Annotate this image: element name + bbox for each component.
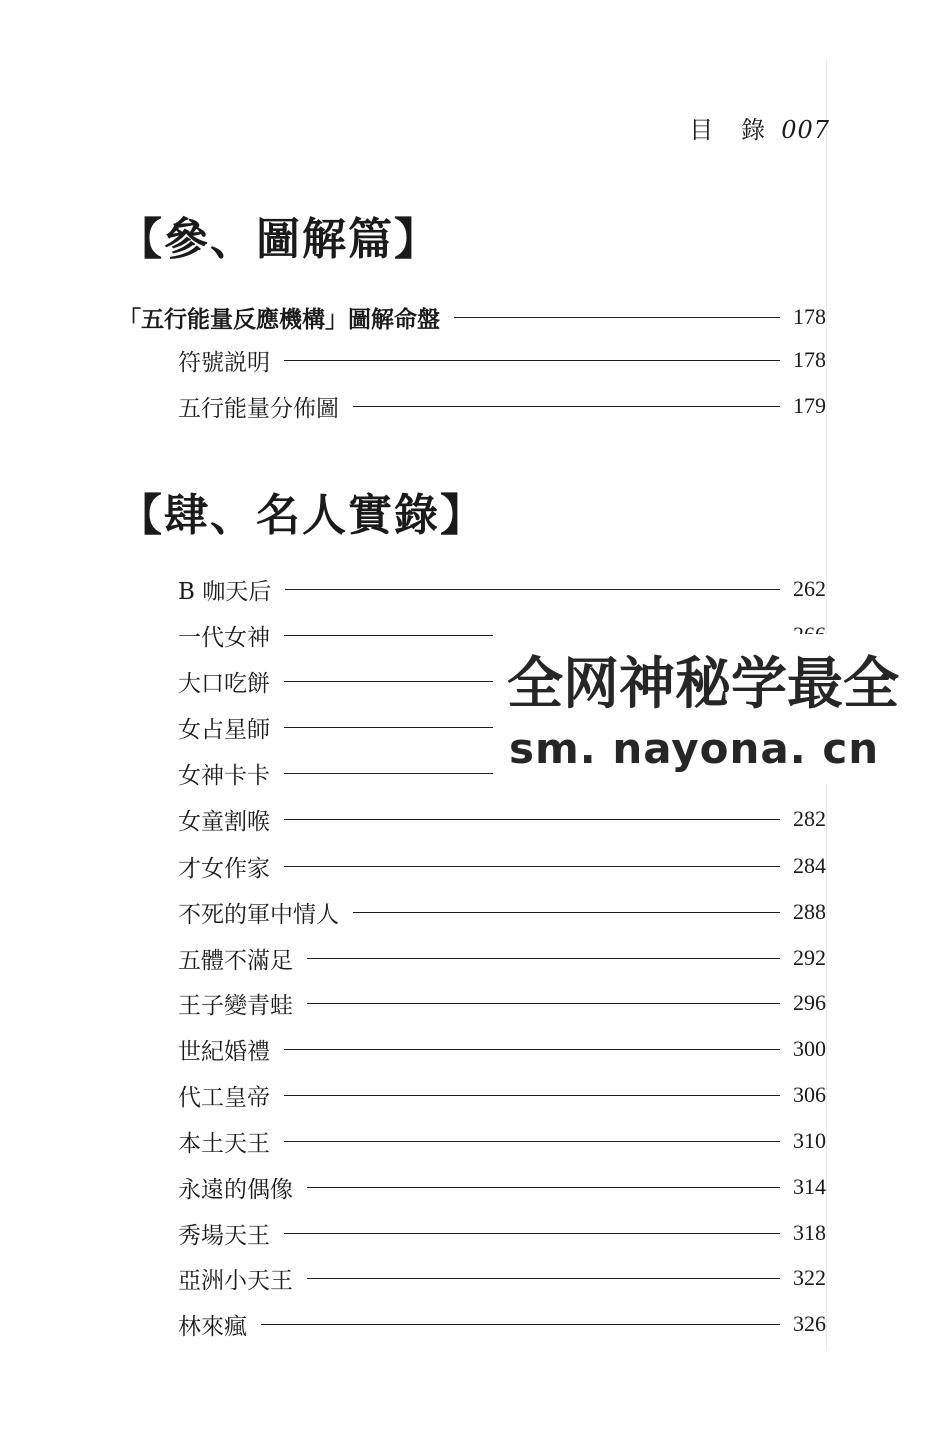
toc-entry-title: 亞洲小天王	[178, 1267, 293, 1294]
toc-entry-page: 318	[793, 1220, 826, 1245]
toc-entry-page: 310	[793, 1128, 826, 1153]
toc-entry-title: 代工皇帝	[178, 1084, 270, 1111]
dot-leader	[284, 1049, 780, 1050]
toc-entry-title: 不死的軍中情人	[178, 901, 339, 928]
dot-leader	[307, 1187, 780, 1188]
dot-leader	[284, 819, 780, 820]
toc-entry-title: 秀場天王	[178, 1222, 270, 1249]
dot-leader	[307, 1003, 780, 1004]
dot-leader	[353, 406, 780, 407]
toc-entry[interactable]	[178, 1307, 826, 1341]
dot-leader	[454, 317, 780, 318]
toc-entry-page: 178	[793, 347, 826, 372]
section-heading-celebrity-cases: 【肆、名人實錄】	[118, 490, 486, 541]
toc-entry-page: 262	[793, 576, 826, 601]
toc-entry-title: 本土天王	[178, 1130, 270, 1157]
toc-entry[interactable]	[178, 895, 826, 929]
toc-entry[interactable]	[118, 300, 826, 334]
toc-entry-title: 女童割喉	[178, 808, 270, 835]
toc-entry-title: 王子變青蛙	[178, 992, 293, 1019]
toc-entry-page: 288	[793, 899, 826, 924]
toc-entry[interactable]	[178, 1078, 826, 1112]
watermark-overlay	[493, 634, 942, 784]
dot-leader	[285, 589, 780, 590]
dot-leader	[261, 1324, 780, 1325]
toc-entry[interactable]	[178, 572, 826, 606]
toc-entry[interactable]	[178, 849, 826, 883]
toc-entry[interactable]	[178, 1032, 826, 1066]
running-header	[689, 110, 830, 145]
toc-entry-page: 322	[793, 1265, 826, 1290]
toc-entry-title: B 咖天后	[178, 578, 272, 605]
dot-leader	[307, 1278, 780, 1279]
toc-entry-title: 世紀婚禮	[178, 1038, 270, 1065]
toc-entry-title: 五行能量分佈圖	[178, 395, 339, 422]
toc-entry[interactable]	[178, 389, 826, 423]
toc-entry[interactable]	[178, 1261, 826, 1295]
toc-entry-title: 林來瘋	[178, 1313, 247, 1340]
dot-leader	[284, 1141, 780, 1142]
toc-entry-page: 284	[793, 853, 826, 878]
toc-entry[interactable]	[178, 1170, 826, 1204]
toc-entry-page: 282	[793, 806, 826, 831]
watermark-text: 全网神秘学最全	[507, 652, 899, 717]
dot-leader	[353, 912, 780, 913]
dot-leader	[284, 1233, 780, 1234]
toc-entry-page: 300	[793, 1036, 826, 1061]
toc-entry-title: 永遠的偶像	[178, 1176, 293, 1203]
dot-leader	[307, 958, 780, 959]
toc-entry-title: 女神卡卡	[178, 762, 270, 789]
dot-leader	[284, 1095, 780, 1096]
toc-entry-title: 大口吃餅	[178, 670, 270, 697]
toc-entry-title: 「五行能量反應機構」圖解命盤	[118, 305, 440, 333]
toc-entry[interactable]	[178, 1124, 826, 1158]
toc-entry[interactable]	[178, 1216, 826, 1250]
toc-entry-title: 五體不滿足	[178, 947, 293, 974]
toc-entry-page: 178	[793, 304, 826, 329]
chapter-title: 目 錄	[689, 116, 768, 144]
dot-leader	[284, 866, 780, 867]
toc-entry-page: 292	[793, 945, 826, 970]
toc-entry[interactable]	[178, 802, 826, 836]
toc-entry-page: 326	[793, 1311, 826, 1336]
toc-entry-page: 314	[793, 1174, 826, 1199]
toc-entry-page: 179	[793, 393, 826, 418]
toc-entry-page: 296	[793, 990, 826, 1015]
toc-entry-page: 306	[793, 1082, 826, 1107]
page-number: 007	[781, 116, 830, 144]
toc-entry-title: 一代女神	[178, 624, 270, 651]
toc-entry-title: 女占星師	[178, 716, 270, 743]
section-heading-illustrations: 【參、圖解篇】	[118, 214, 440, 265]
toc-entry[interactable]	[178, 941, 826, 975]
toc-entry-title: 符號説明	[178, 349, 270, 376]
toc-entry-title: 才女作家	[178, 855, 270, 882]
toc-entry[interactable]	[178, 343, 826, 377]
watermark-url: sm. nayona. cn	[509, 724, 880, 773]
dot-leader	[284, 360, 780, 361]
toc-entry[interactable]	[178, 986, 826, 1020]
